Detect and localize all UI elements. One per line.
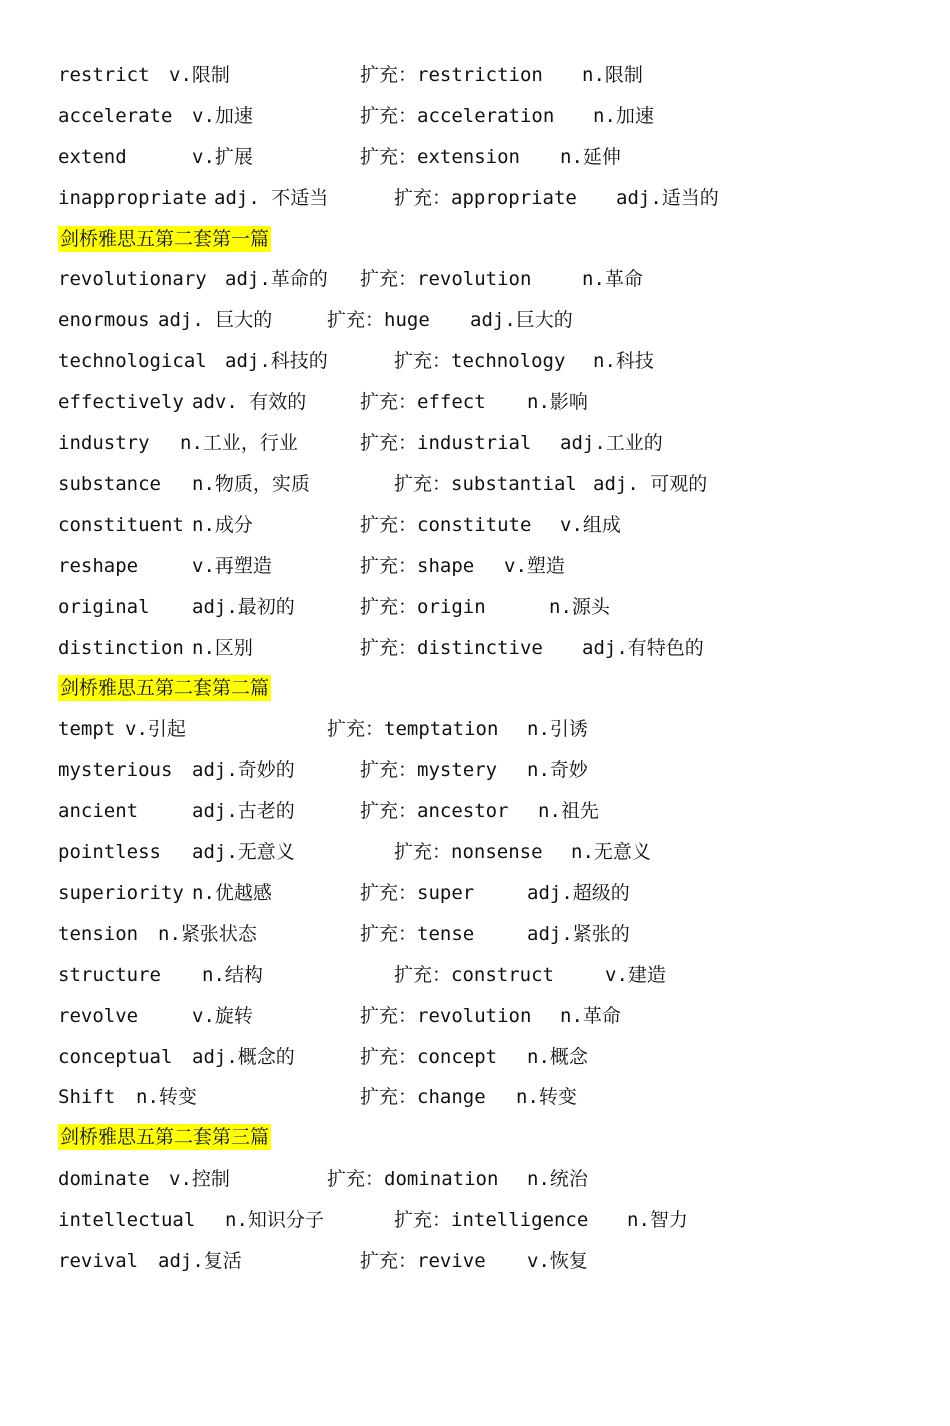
vocab-row xyxy=(58,1001,621,1031)
expand-meaning: adj. 可观的 xyxy=(593,473,708,495)
expand-meaning: adj.超级的 xyxy=(527,882,630,904)
expand-word: 扩充：concept xyxy=(360,1046,498,1068)
vocab-meaning: adj.科技的 xyxy=(225,350,328,372)
vocab-meaning: adj. 不适当 xyxy=(214,187,329,209)
vocab-word: revolutionary xyxy=(58,268,207,290)
expand-word: 扩充：substantial xyxy=(394,473,577,495)
vocab-row xyxy=(58,1042,588,1072)
expand-meaning: adj.紧张的 xyxy=(527,923,630,945)
expand-word: 扩充：revolution xyxy=(360,268,532,290)
vocab-row xyxy=(58,592,610,622)
vocab-meaning: n.成分 xyxy=(192,514,253,536)
expand-meaning: adj.有特色的 xyxy=(582,637,704,659)
vocab-meaning: adj.古老的 xyxy=(192,800,295,822)
section-heading: 剑桥雅思五第二套第一篇 xyxy=(60,228,270,250)
expand-meaning: n.革命 xyxy=(560,1005,621,1027)
expand-word: 扩充：mystery xyxy=(360,759,498,781)
expand-meaning: n.引诱 xyxy=(527,718,588,740)
vocab-word: mysterious xyxy=(58,759,173,781)
vocab-row xyxy=(58,837,651,867)
vocab-meaning: adv. 有效的 xyxy=(192,391,307,413)
expand-word: 扩充：super xyxy=(360,882,475,904)
vocab-word: Shift xyxy=(58,1086,116,1108)
vocab-meaning: adj.无意义 xyxy=(192,841,295,863)
expand-meaning: v.建造 xyxy=(605,964,666,986)
expand-word: 扩充：effect xyxy=(360,391,486,413)
expand-word: 扩充：ancestor xyxy=(360,800,509,822)
expand-word: 扩充：construct xyxy=(394,964,554,986)
vocab-row xyxy=(58,1164,588,1194)
expand-meaning: n.转变 xyxy=(516,1086,577,1108)
expand-word: 扩充：revive xyxy=(360,1250,486,1272)
vocab-word: industry xyxy=(58,432,150,454)
expand-word: 扩充：distinctive xyxy=(360,637,543,659)
vocab-word: effectively xyxy=(58,391,184,413)
vocab-row xyxy=(58,183,719,213)
vocab-meaning: n.结构 xyxy=(202,964,263,986)
expand-meaning: n.延伸 xyxy=(560,146,621,168)
section-heading: 剑桥雅思五第二套第二篇 xyxy=(60,677,270,699)
vocab-meaning: adj.复活 xyxy=(158,1250,242,1272)
expand-word: 扩充：extension xyxy=(360,146,520,168)
expand-meaning: n.加速 xyxy=(593,105,654,127)
vocab-meaning: v.扩展 xyxy=(192,146,253,168)
vocab-row xyxy=(58,1205,688,1235)
vocab-meaning: v.旋转 xyxy=(192,1005,253,1027)
expand-meaning: n.革命 xyxy=(582,268,643,290)
expand-word: 扩充：domination xyxy=(327,1168,499,1190)
expand-meaning: adj.巨大的 xyxy=(470,309,573,331)
vocab-row xyxy=(58,1246,588,1276)
vocab-word: restrict xyxy=(58,64,150,86)
vocab-word: tempt xyxy=(58,718,116,740)
vocab-row xyxy=(58,101,654,131)
vocab-word: conceptual xyxy=(58,1046,173,1068)
expand-meaning: n.源头 xyxy=(549,596,610,618)
vocab-word: superiority xyxy=(58,882,184,904)
expand-word: 扩充：nonsense xyxy=(394,841,543,863)
expand-meaning: n.统治 xyxy=(527,1168,588,1190)
expand-word: 扩充：constitute xyxy=(360,514,532,536)
vocab-row xyxy=(58,551,565,581)
vocab-meaning: v.引起 xyxy=(125,718,186,740)
vocab-row xyxy=(58,796,599,826)
expand-word: 扩充：restriction xyxy=(360,64,543,86)
vocab-word: intellectual xyxy=(58,1209,196,1231)
vocab-row xyxy=(58,510,621,540)
vocab-meaning: adj.最初的 xyxy=(192,596,295,618)
expand-meaning: v.组成 xyxy=(560,514,621,536)
vocab-row xyxy=(58,714,588,744)
vocab-meaning: adj.概念的 xyxy=(192,1046,295,1068)
vocab-word: inappropriate xyxy=(58,187,207,209)
vocab-meaning: adj.奇妙的 xyxy=(192,759,295,781)
vocab-meaning: v.再塑造 xyxy=(192,555,272,577)
expand-meaning: n.奇妙 xyxy=(527,759,588,781)
expand-meaning: n.概念 xyxy=(527,1046,588,1068)
vocab-row xyxy=(58,919,630,949)
vocab-word: enormous xyxy=(58,309,150,331)
expand-word: 扩充：technology xyxy=(394,350,566,372)
vocab-row xyxy=(58,633,704,663)
vocab-row xyxy=(58,60,643,90)
vocab-word: extend xyxy=(58,146,127,168)
vocab-meaning: n.知识分子 xyxy=(225,1209,324,1231)
vocab-word: constituent xyxy=(58,514,184,536)
vocab-row xyxy=(58,142,621,172)
vocab-row xyxy=(58,755,588,785)
vocab-meaning: n.区别 xyxy=(192,637,253,659)
vocab-meaning: v.加速 xyxy=(192,105,253,127)
vocab-word: original xyxy=(58,596,150,618)
vocab-word: technological xyxy=(58,350,207,372)
expand-word: 扩充：tense xyxy=(360,923,475,945)
expand-word: 扩充：industrial xyxy=(360,432,532,454)
vocab-meaning: n.优越感 xyxy=(192,882,272,904)
vocab-word: pointless xyxy=(58,841,161,863)
vocab-meaning: n.紧张状态 xyxy=(158,923,257,945)
vocab-row xyxy=(58,1082,577,1112)
vocab-word: tension xyxy=(58,923,139,945)
expand-meaning: n.祖先 xyxy=(538,800,599,822)
expand-meaning: adj.工业的 xyxy=(560,432,663,454)
expand-word: 扩充：change xyxy=(360,1086,486,1108)
vocab-row xyxy=(58,346,654,376)
vocab-row xyxy=(58,878,630,908)
expand-meaning: n.无意义 xyxy=(571,841,651,863)
expand-word: 扩充：intelligence xyxy=(394,1209,589,1231)
vocab-meaning: v.限制 xyxy=(169,64,230,86)
vocab-meaning: n.工业，行业 xyxy=(180,432,298,454)
vocab-word: revival xyxy=(58,1250,139,1272)
vocab-meaning: adj.革命的 xyxy=(225,268,328,290)
vocab-row xyxy=(58,428,663,458)
vocab-meaning: v.控制 xyxy=(169,1168,230,1190)
vocab-word: distinction xyxy=(58,637,184,659)
vocab-word: revolve xyxy=(58,1005,139,1027)
expand-meaning: adj.适当的 xyxy=(616,187,719,209)
vocab-row xyxy=(58,960,666,990)
expand-meaning: v.恢复 xyxy=(527,1250,588,1272)
expand-word: 扩充：origin xyxy=(360,596,486,618)
expand-word: 扩充：appropriate xyxy=(394,187,577,209)
vocab-row xyxy=(58,305,573,335)
expand-word: 扩充：shape xyxy=(360,555,475,577)
vocab-word: substance xyxy=(58,473,161,495)
expand-meaning: n.影响 xyxy=(527,391,588,413)
section-heading: 剑桥雅思五第二套第三篇 xyxy=(60,1126,270,1148)
vocab-row xyxy=(58,387,588,417)
expand-meaning: n.科技 xyxy=(593,350,654,372)
expand-meaning: n.限制 xyxy=(582,64,643,86)
vocab-row xyxy=(58,469,708,499)
vocab-word: ancient xyxy=(58,800,139,822)
expand-word: 扩充：acceleration xyxy=(360,105,555,127)
expand-meaning: v.塑造 xyxy=(504,555,565,577)
vocab-word: accelerate xyxy=(58,105,173,127)
expand-meaning: n.智力 xyxy=(627,1209,688,1231)
vocab-meaning: n.转变 xyxy=(136,1086,197,1108)
expand-word: 扩充：revolution xyxy=(360,1005,532,1027)
expand-word: 扩充：temptation xyxy=(327,718,499,740)
vocab-meaning: n.物质，实质 xyxy=(192,473,310,495)
vocab-word: reshape xyxy=(58,555,139,577)
expand-word: 扩充：huge xyxy=(327,309,430,331)
vocab-word: structure xyxy=(58,964,161,986)
vocab-meaning: adj. 巨大的 xyxy=(158,309,273,331)
vocab-row xyxy=(58,264,643,294)
vocab-word: dominate xyxy=(58,1168,150,1190)
